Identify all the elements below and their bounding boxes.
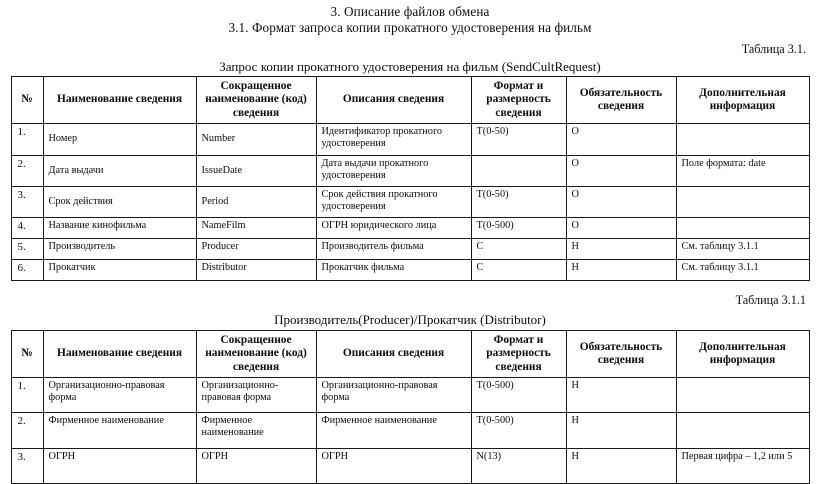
cell-desc: Идентификатор прокатного удостоверения	[316, 124, 471, 156]
table1-col-extra: Дополнительная информация	[676, 77, 809, 124]
cell-short: NameFilm	[196, 218, 316, 239]
table-row	[11, 449, 809, 484]
table-sendcultrequest	[11, 76, 810, 281]
cell-oblig: Н	[566, 413, 676, 449]
cell-oblig: Н	[566, 449, 676, 484]
table2-label: Таблица 3.1.1	[735, 293, 806, 307]
cell-number: 6.	[11, 260, 43, 281]
table2-col-name: Наименование сведения	[43, 331, 196, 378]
cell-desc: Производитель фильма	[316, 239, 471, 260]
table1-col-short: Сокращенное наименование (код) сведения	[196, 77, 316, 124]
table-row	[11, 156, 809, 187]
cell-extra: Первая цифра – 1,2 или 5	[676, 449, 809, 484]
cell-number: 5.	[11, 239, 43, 260]
cell-extra	[676, 218, 809, 239]
cell-format: N(13)	[471, 449, 566, 484]
table2-title: Производитель(Producer)/Прокатчик (Distributor)	[274, 312, 546, 327]
table2-col-short: Сокращенное наименование (код) сведения	[196, 331, 316, 378]
cell-oblig: Н	[566, 378, 676, 413]
subsection-heading: 3.1. Формат запроса копии прокатного удостоверения на фильм	[228, 19, 592, 35]
cell-name: Фирменное наименование	[43, 413, 196, 449]
table2-col-oblig: Обязательность сведения	[566, 331, 676, 378]
table1-col-oblig: Обязательность сведения	[566, 77, 676, 124]
cell-oblig: Н	[566, 260, 676, 281]
cell-number: 2.	[11, 156, 43, 187]
cell-name: Организационно-правовая форма	[43, 378, 196, 413]
cell-oblig: О	[566, 218, 676, 239]
cell-name: Прокатчик	[43, 260, 196, 281]
table2-col-number: №	[11, 331, 43, 378]
cell-name: Номер	[43, 124, 196, 156]
cell-desc: Фирменное наименование	[316, 413, 471, 449]
cell-short: Producer	[196, 239, 316, 260]
cell-desc: Прокатчик фильма	[316, 260, 471, 281]
cell-extra	[676, 413, 809, 449]
cell-oblig: Н	[566, 239, 676, 260]
cell-short: Period	[196, 187, 316, 218]
section-heading: 3. Описание файлов обмена	[330, 4, 490, 19]
table-row	[11, 413, 809, 449]
cell-format: Т(0-50)	[471, 187, 566, 218]
table-producer-distributor	[11, 330, 810, 484]
cell-short: Фирменное наименование	[196, 413, 316, 449]
cell-desc: ОГРН	[316, 449, 471, 484]
table1-title: Запрос копии прокатного удостоверения на фильм (SendCultRequest)	[219, 59, 601, 74]
cell-format: Т(0-50)	[471, 124, 566, 156]
cell-extra: См. таблицу 3.1.1	[676, 260, 809, 281]
table-row	[11, 378, 809, 413]
cell-extra: Поле формата: date	[676, 156, 809, 187]
table1-col-format: Формат и размерность сведения	[471, 77, 566, 124]
cell-oblig: О	[566, 124, 676, 156]
cell-format	[471, 156, 566, 187]
cell-number: 2.	[11, 413, 43, 449]
table-row	[11, 187, 809, 218]
cell-number: 1.	[11, 124, 43, 156]
cell-desc: ОГРН юридического лица	[316, 218, 471, 239]
cell-number: 3.	[11, 187, 43, 218]
cell-name: ОГРН	[43, 449, 196, 484]
cell-number: 3.	[11, 449, 43, 484]
table2-col-extra: Дополнительная информация	[676, 331, 809, 378]
table-row	[11, 124, 809, 156]
table1-col-name: Наименование сведения	[43, 77, 196, 124]
table2-header-row	[11, 331, 809, 378]
cell-extra: См. таблицу 3.1.1	[676, 239, 809, 260]
cell-desc: Организационно-правовая форма	[316, 378, 471, 413]
cell-number: 1.	[11, 378, 43, 413]
cell-desc: Дата выдачи прокатного удостоверения	[316, 156, 471, 187]
table1-col-desc: Описания сведения	[316, 77, 471, 124]
table-row	[11, 218, 809, 239]
cell-short: ОГРН	[196, 449, 316, 484]
cell-short: Number	[196, 124, 316, 156]
cell-name: Срок действия	[43, 187, 196, 218]
table1-col-number: №	[11, 77, 43, 124]
cell-desc: Срок действия прокатного удостоверения	[316, 187, 471, 218]
cell-extra	[676, 378, 809, 413]
cell-format: С	[471, 260, 566, 281]
table-row	[11, 239, 809, 260]
table1-label: Таблица 3.1.	[741, 42, 806, 56]
cell-extra	[676, 124, 809, 156]
cell-number: 4.	[11, 218, 43, 239]
cell-format: Т(0-500)	[471, 218, 566, 239]
table1-header-row	[11, 77, 809, 124]
cell-short: Организационно-правовая форма	[196, 378, 316, 413]
table2-col-format: Формат и размерность сведения	[471, 331, 566, 378]
cell-short: IssueDate	[196, 156, 316, 187]
cell-oblig: О	[566, 156, 676, 187]
cell-oblig: О	[566, 187, 676, 218]
cell-name: Дата выдачи	[43, 156, 196, 187]
table2-col-desc: Описания сведения	[316, 331, 471, 378]
cell-short: Distributor	[196, 260, 316, 281]
table-row	[11, 260, 809, 281]
cell-name: Производитель	[43, 239, 196, 260]
cell-format: Т(0-500)	[471, 378, 566, 413]
cell-format: С	[471, 239, 566, 260]
cell-format: Т(0-500)	[471, 413, 566, 449]
cell-name: Название кинофильма	[43, 218, 196, 239]
cell-extra	[676, 187, 809, 218]
